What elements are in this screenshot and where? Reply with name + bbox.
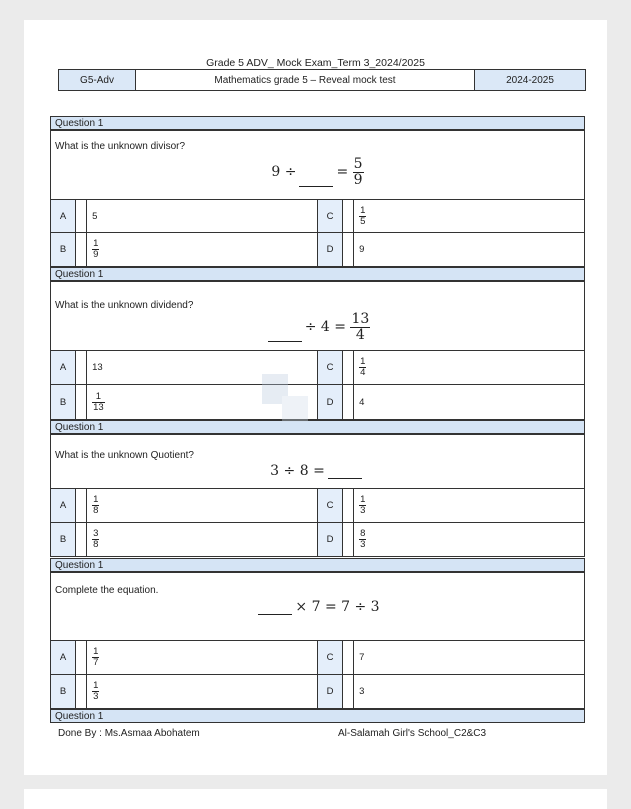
fraction-denominator: 8	[93, 539, 99, 550]
option-b[interactable]	[87, 385, 318, 420]
fraction-denominator: 3	[360, 539, 366, 550]
question-label: Question 1	[50, 116, 585, 130]
question-stem	[50, 281, 585, 351]
fraction-denominator: 9	[93, 249, 99, 260]
option-letter-d: D	[317, 233, 342, 267]
options-table	[50, 350, 585, 420]
footer-school: Al-Salamah Girl's School_C2&C3	[338, 728, 487, 739]
fraction-numerator: 1	[93, 494, 99, 506]
equation-left: 3 ÷ 8 =	[270, 463, 325, 479]
option-letter-b: B	[51, 675, 76, 709]
fraction-denominator: 3	[93, 691, 99, 702]
equation	[51, 599, 584, 615]
option-letter-b: B	[51, 523, 76, 557]
option-letter-a: A	[51, 489, 76, 523]
fraction-numerator: 1	[92, 392, 105, 403]
fraction-numerator: 1	[93, 680, 99, 692]
option-d[interactable]: 9	[354, 233, 585, 267]
fraction-numerator: 1	[360, 204, 366, 216]
fraction-numerator: 5	[353, 156, 363, 172]
question-prompt: What is the unknown dividend?	[55, 300, 194, 311]
fraction-numerator: 13	[351, 311, 370, 327]
equation-fraction	[353, 157, 364, 187]
equation	[51, 463, 584, 479]
option-b[interactable]	[87, 675, 318, 709]
fraction-denominator: 7	[93, 657, 99, 668]
option-letter-a: A	[51, 200, 76, 233]
option-letter-c: C	[317, 641, 342, 675]
option-b[interactable]	[87, 523, 318, 557]
question-prompt: What is the unknown divisor?	[55, 141, 186, 152]
equation-right: × 7 = 7 ÷ 3	[295, 599, 380, 615]
exam-page	[24, 20, 607, 775]
option-b[interactable]	[87, 233, 318, 267]
option-a[interactable]	[87, 489, 318, 523]
option-d[interactable]: 3	[354, 675, 585, 709]
equation-left: 9 ÷	[271, 164, 297, 181]
question-label: Question 1	[50, 709, 585, 723]
option-a[interactable]: 5	[87, 200, 318, 233]
answer-blank	[299, 186, 333, 187]
option-letter-c: C	[317, 489, 342, 523]
question-label: Question 1	[50, 558, 585, 572]
fraction-numerator: 1	[93, 646, 99, 658]
answer-blank	[268, 341, 302, 342]
option-letter-a: A	[51, 351, 76, 385]
option-a[interactable]	[87, 641, 318, 675]
footer-author: Done By : Ms.Asmaa Abohatem	[58, 728, 200, 739]
answer-blank	[328, 478, 362, 479]
fraction-denominator: 5	[360, 215, 366, 227]
fraction-denominator: 4	[355, 326, 365, 343]
question-prompt: Complete the equation.	[55, 585, 159, 596]
fraction-numerator: 1	[360, 356, 366, 368]
options-table	[50, 199, 585, 267]
equation-fraction	[350, 312, 370, 342]
fraction-numerator: 8	[360, 528, 366, 540]
fraction-denominator: 13	[93, 401, 104, 413]
fraction-denominator: 4	[360, 367, 366, 378]
option-letter-c: C	[317, 200, 342, 233]
option-c[interactable]	[354, 351, 585, 385]
question-label: Question 1	[50, 420, 585, 434]
option-letter-d: D	[317, 385, 342, 420]
option-d[interactable]: 4	[354, 385, 585, 420]
options-table	[50, 488, 585, 557]
option-d[interactable]	[354, 523, 585, 557]
option-letter-c: C	[317, 351, 342, 385]
option-c[interactable]	[354, 200, 585, 233]
equation-mid: ÷ 4 =	[304, 319, 346, 336]
question-label: Question 1	[50, 267, 585, 281]
equation	[51, 157, 584, 187]
option-a[interactable]: 13	[87, 351, 318, 385]
fraction-numerator: 1	[360, 494, 366, 506]
question-stem	[50, 130, 585, 200]
answer-blank	[258, 614, 292, 615]
subject-cell: Mathematics grade 5 – Reveal mock test	[136, 70, 475, 91]
question-prompt: What is the unknown Quotient?	[55, 450, 194, 461]
options-table	[50, 640, 585, 709]
exam-title: Grade 5 ADV_ Mock Exam_Term 3_2024/2025	[206, 57, 425, 69]
option-c[interactable]	[354, 489, 585, 523]
equation-sign: =	[336, 164, 349, 181]
fraction-denominator: 8	[93, 505, 99, 516]
fraction-numerator: 1	[93, 238, 99, 250]
option-letter-b: B	[51, 385, 76, 420]
class-cell: G5-Adv	[59, 70, 136, 91]
question-stem	[50, 434, 585, 489]
option-letter-d: D	[317, 523, 342, 557]
exam-header-table	[58, 69, 586, 91]
option-letter-d: D	[317, 675, 342, 709]
equation	[51, 312, 584, 342]
fraction-numerator: 3	[93, 528, 99, 540]
fraction-denominator: 3	[360, 505, 366, 516]
option-c[interactable]: 7	[354, 641, 585, 675]
question-stem	[50, 572, 585, 641]
option-letter-b: B	[51, 233, 76, 267]
next-page-edge	[24, 789, 607, 809]
fraction-denominator: 9	[353, 171, 363, 188]
year-cell: 2024-2025	[475, 70, 586, 91]
option-letter-a: A	[51, 641, 76, 675]
